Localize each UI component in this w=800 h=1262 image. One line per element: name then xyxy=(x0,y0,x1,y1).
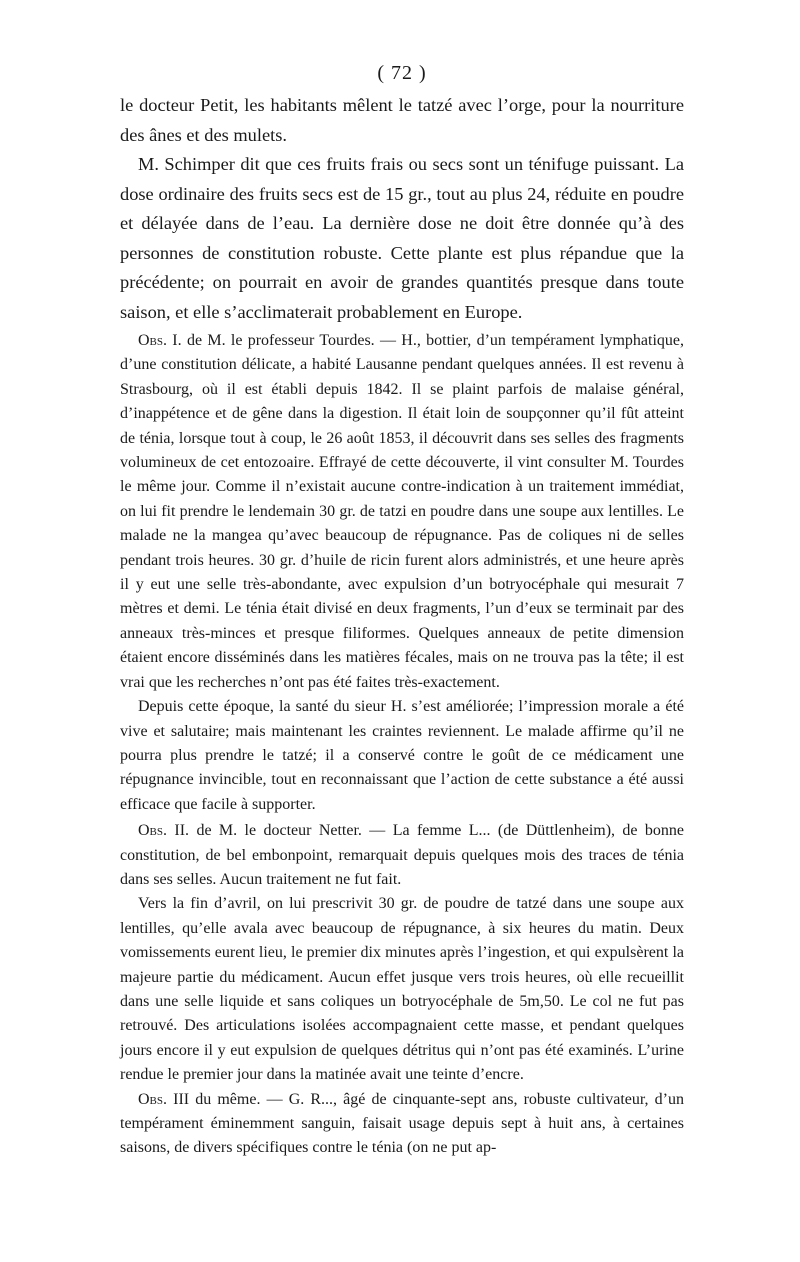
paragraph-text: du même. — G. R..., âgé de cinquante-sept ans, robuste cultivateur, d’un tempérament éminemment sanguin, faisait usage depuis sept à huit ans, à certaines saisons, de divers spécifiques contre le ténia (on ne put ap- xyxy=(120,1090,685,1157)
observation-label: Obs. III xyxy=(138,1090,190,1108)
paragraph: le docteur Petit, les habitants mêlent le tatzé avec l’orge, pour la nourriture des ânes et des mulets. xyxy=(120,95,684,145)
page-number: ( 72 ) xyxy=(377,62,427,84)
paragraph: Depuis cette époque, la santé du sieur H. s’est améliorée; l’impression morale a été vive et salutaire; mais maintenant les craintes reviennent. Le malade affirme qu’il ne pourra plus prendre le tatzé; il a conservé contre le goût de ce médicament une répugnance invincible, tout en reconnaissant que l’action de cette substance a été aussi efficace que facile à supporter. xyxy=(120,698,684,813)
paragraph-text: de M. le professeur Tourdes. — H., bottier, d’un tempérament lymphatique, d’une constitution délicate, a habité Lausanne pendant quelques années. Il est revenu à Strasbourg, où il est établi depuis 1842. Il se plaint parfois de malaise général, d’inappétence et de gêne dans la digestion. Il était loin de soupçonner qu’il fût atteint de ténia, lorsque tout à coup, le 26 août 1853, il découvrit dans ses selles des fragments volumineux de cet entozoaire. Effrayé de cette découverte, il vint consulter M. Tourdes le même jour. Comme il n’existait aucune contre-indication à un traitement immédiat, on lui fit prendre le lendemain 30 gr. de tatzi en poudre dans une soupe aux lentilles. Le malade ne la mangea qu’avec beaucoup de répugnance. Pas de coliques ni de selles pendant trois heures. 30 gr. d’huile de ricin furent alors administrés, et une heure après il y eut une selle très-abondante, avec expulsion d’un botryocéphale qui mesurait 7 mètres et demi. Le ténia était divisé en deux fragments, l’un d’eux se terminait par des anneaux très-minces et presque filiformes. Quelques anneaux de petite dimension étaient encore disséminés dans les matières fécales, mais on ne trouva pas la tête; il est vrai que les recherches n’ont pas été faites très-exactement. xyxy=(120,332,684,691)
body-text-large xyxy=(120,91,684,327)
paragraph xyxy=(120,1088,684,1161)
observation-2-3 xyxy=(120,819,684,1161)
paragraph xyxy=(120,819,684,892)
observation-label: Obs. I. xyxy=(138,332,182,349)
paragraph: M. Schimper dit que ces fruits frais ou secs sont un ténifuge puissant. La dose ordinaire des fruits secs est de 15 gr., tout au plus 24, réduite en poudre et délayée dans de l’eau. La dernière dose ne doit être donnée qu’à des personnes de constitution robuste. Cette plante est plus répandue que la précédente; on pourrait en avoir de grandes quantités presque dans toute saison, et elle s’acclimaterait probablement en Europe. xyxy=(120,154,684,322)
document-page xyxy=(120,62,684,1161)
observation-label: Obs. II. xyxy=(138,822,190,840)
paragraph xyxy=(120,329,684,695)
paragraph-text: de M. le docteur Netter. — La femme L... (de Düttlenheim), de bonne constitution, de bel embonpoint, remarquait depuis quelques mois des traces de ténia dans ses selles. Aucun traitement ne fut fait. xyxy=(120,822,684,888)
observation-1 xyxy=(120,329,684,817)
paragraph: Vers la fin d’avril, on lui prescrivit 30 gr. de poudre de tatzé dans une soupe aux lentilles, qu’elle avala avec beaucoup de répugnance, à six heures du matin. Deux vomissements eurent lieu, le premier dix minutes après l’ingestion, et qui expulsèrent la majeure partie du médicament. Aucun effet jusque vers trois heures, où elle recueillit dans une selle liquide et sans coliques un botryocéphale de 5m,50. Le col ne fut pas retrouvé. Des articulations isolées accompagnaient cette masse, et pendant quelques jours encore il y eut expulsion de quelques détritus qui n’ont pas été examinés. L’urine rendue le premier jour dans la matinée avait une teinte d’encre. xyxy=(120,895,684,1084)
